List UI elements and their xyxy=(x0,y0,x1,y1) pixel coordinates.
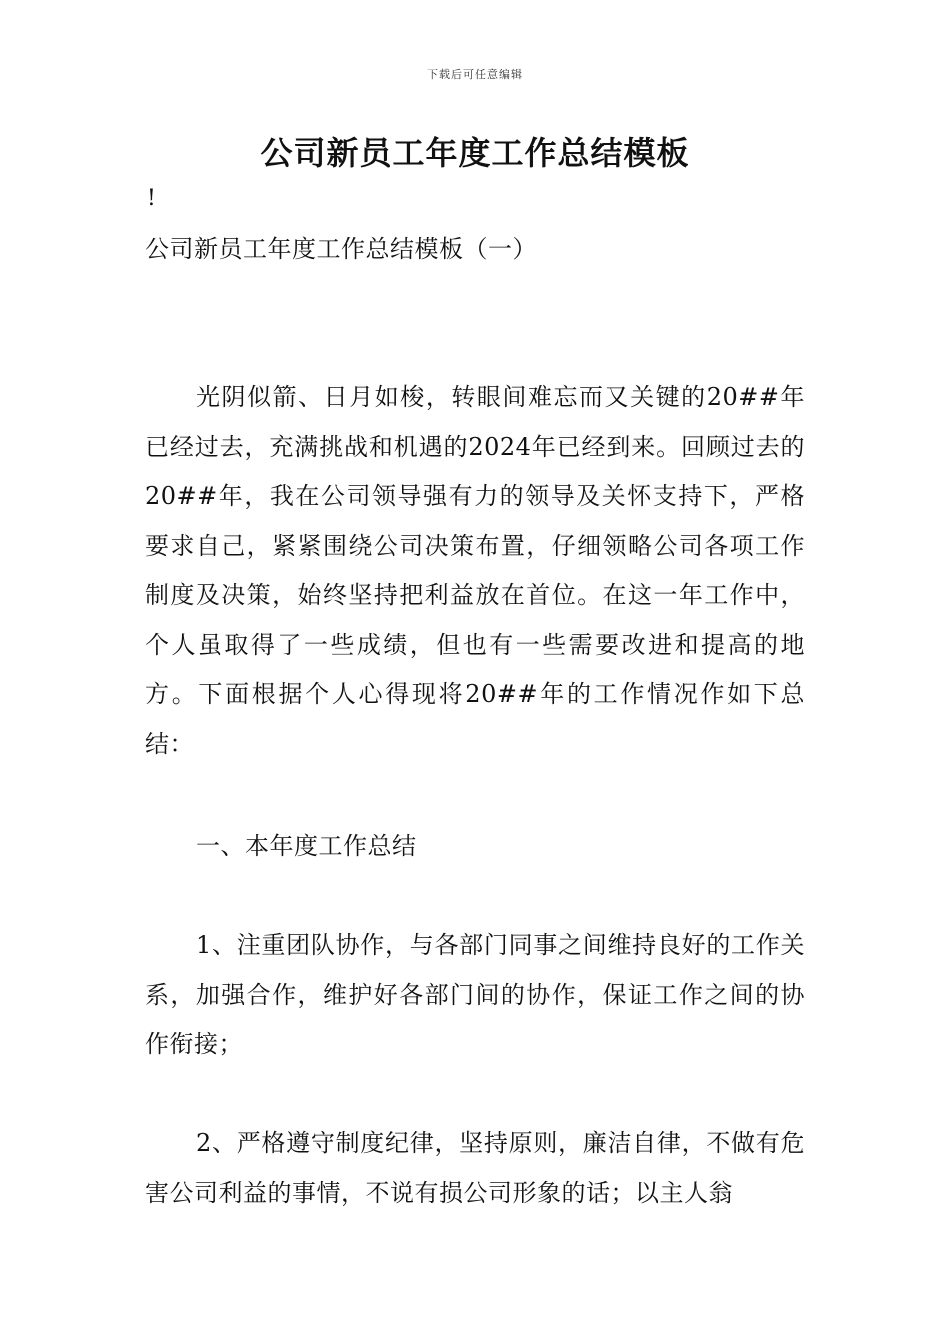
document-subtitle: 公司新员工年度工作总结模板（一） xyxy=(145,235,537,263)
list-item-1: 1、注重团队协作，与各部门同事之间维持良好的工作关系，加强合作，维护好各部门间的协作，保证工作之间的协作衔接； xyxy=(145,931,805,1058)
exclamation-mark: ! xyxy=(147,186,156,211)
header-note: 下载后可任意编辑 xyxy=(427,68,523,81)
intro-paragraph: 光阴似箭、日月如梭，转眼间难忘而又关键的20##年已经过去，充满挑战和机遇的2024年已经到来。回顾过去的20##年，我在公司领导强有力的领导及关怀支持下，严格要求自己，紧紧围绕公司决策布置，仔细领略公司各项工作制度及决策，始终坚持把利益放在首位。在这一年工作中，个人虽取得了一些成绩，但也有一些需要改进和提高的地方。下面根据个人心得现将20##年的工作情况作如下总结： xyxy=(145,383,805,758)
document-title: 公司新员工年度工作总结模板 xyxy=(260,134,690,172)
section-heading: 一、本年度工作总结 xyxy=(196,832,417,860)
list-item-2: 2、严格遵守制度纪律，坚持原则，廉洁自律，不做有危害公司利益的事情，不说有损公司形象的话；以主人翁 xyxy=(145,1129,805,1207)
